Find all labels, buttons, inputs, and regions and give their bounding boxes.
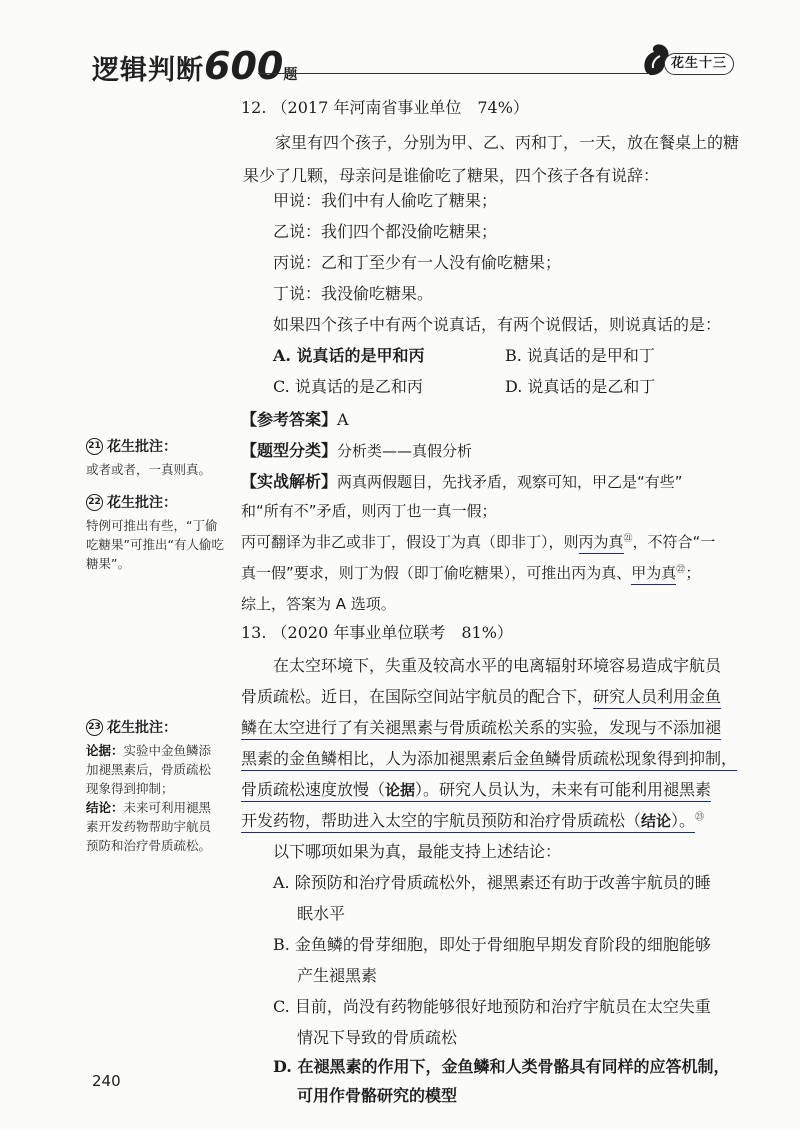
side-note-21-title [86,436,236,456]
side-note-22-title-text: 花生批注： [107,495,177,511]
question-12-stem: 家里有四个孩子，分别为甲、乙、丙和丁，一天，放在餐桌上的糖果少了几颗，母亲问是谁偷吃了糖果，四个孩子各有说辞： [243,133,740,185]
option-12-c: C. 说真话的是乙和丙 [273,377,423,396]
page-header [0,0,800,95]
answer-label: 【参考答案】 [241,410,338,429]
book-title-suffix: 题 [283,67,299,83]
circle-number-22: 22 [86,494,103,511]
side-note-22-body: 特例可推出有些，“丁偷吃糖果”可推出“有人偷吃糖果”。 [86,518,224,571]
option-13-d-line-2: 可用作骨骼研究的模型 [297,1086,458,1105]
q13-line-3 [241,715,721,738]
analysis-row-1 [241,469,683,492]
option-13-b-line-2: 产生褪黑素 [297,966,378,985]
analysis-text-1: 两真两假题目，先找矛盾，观察可知，甲乙是“有些” [337,473,683,491]
q13-line-5c: ）。研究人员认为，未来有可能利用褪黑素 [415,780,711,802]
side-note-21-body: 或者或者，一真则真。 [86,462,212,477]
analysis-4c: ； [685,564,701,582]
analysis-row-5: 综上，答案为 A 选项。 [241,595,396,613]
brand-logo [640,42,748,78]
side-note-23 [86,717,221,855]
option-13-a-line-1: A. 除预防和治疗骨质疏松外，褪黑素还有助于改善宇航员的睡 [273,873,711,892]
q13-line-2b-underlined: 研究人员利用金鱼 [593,687,721,709]
q13-line-6c: ）。 [671,811,695,833]
q13-line-5a: 骨质疏松速度放慢（ [241,780,385,802]
statement-bing: 丙说：乙和丁至少有一人没有偷吃糖果； [273,253,562,272]
side-note-23-evidence-label: 论据： [86,743,124,758]
q13-line-4 [241,746,737,769]
statement-ding: 丁说：我没偷吃糖果。 [273,284,434,303]
analysis-4a: 真一假”要求，则丁为假（即丁偷吃糖果），可推出丙为真、 [241,564,632,582]
q13-line-3-underlined: 鳞在太空进行了有关褪黑素与骨质疏松关系的实验，发现与不添加褪 [241,718,721,740]
analysis-row-2: 和“所有不”矛盾，则丙丁也一真一假； [241,502,497,520]
option-12-d: D. 说真话的是乙和丁 [505,377,656,396]
book-title-number: 600 [204,44,284,88]
note-mark-21: ㉑ [623,534,633,544]
analysis-3a: 丙可翻译为非乙或非丁，假设丁为真（即非丁），则 [241,533,579,551]
option-13-c-line-2: 情况下导致的骨质疏松 [297,1028,458,1047]
circle-number-23: 23 [86,719,103,736]
analysis-3b-underlined: 丙为真 [579,533,624,554]
side-note-23-conclusion-label: 结论： [86,800,124,815]
question-12-prompt: 如果四个孩子中有两个说真话，有两个说假话，则说真话的是： [273,315,722,334]
side-note-22 [86,492,226,573]
statement-jia: 甲说：我们中有人偷吃了糖果； [273,191,498,210]
option-13-a-line-2: 眠水平 [297,904,346,923]
question-13-heading: 13. （2020 年事业单位联考 81%） [241,623,513,642]
q13-line-4-underlined: 黑素的金鱼鳞相比，人为添加褪黑素后金鱼鳞骨质疏松现象得到抑制， [241,749,737,771]
statement-yi: 乙说：我们四个都没偷吃糖果； [273,222,498,241]
note-mark-22: ㉒ [676,565,686,575]
side-note-23-title-text: 花生批注： [107,720,177,736]
question-13-prompt: 以下哪项如果为真，最能支持上述结论： [273,842,562,861]
option-13-b-line-1: B. 金鱼鳞的骨芽细胞，即处于骨细胞早期发育阶段的细胞能够 [273,935,711,954]
evidence-tag: 论据 [385,781,415,802]
q13-line-2 [241,684,721,707]
q13-line-6 [241,808,704,831]
q13-line-1: 在太空环境下，失重及较高水平的电离辐射环境容易造成宇航员 [273,656,722,675]
conclusion-tag: 结论 [641,812,671,833]
type-value: 分析类——真假分析 [337,442,473,460]
answer-value: A [337,410,349,429]
q13-line-6a: 开发药物，帮助进入太空的宇航员预防和治疗骨质疏松（ [241,811,641,833]
note-mark-23: ㉓ [695,812,705,823]
header-rule [258,73,648,74]
side-note-23-conclusion [86,798,221,855]
answer-row [241,407,349,430]
q13-line-2a: 骨质疏松。近日，在国际空间站宇航员的配合下， [241,687,594,706]
option-12-a: A. 说真话的是甲和丙 [273,346,425,365]
page-number: 240 [92,1072,121,1090]
side-note-22-title [86,492,226,512]
side-note-21 [86,436,236,479]
option-13-d-line-1: D. 在褪黑素的作用下，金鱼鳞和人类骨骼具有同样的应答机制， [273,1057,730,1076]
book-title-text: 逻辑判断 [92,55,204,86]
book-title [92,44,298,88]
analysis-label: 【实战解析】 [241,472,338,491]
option-13-c-line-1: C. 目前，尚没有药物能够很好地预防和治疗宇航员在太空失重 [273,997,711,1016]
analysis-4b-underlined: 甲为真 [631,564,676,585]
side-note-23-conclusion-text: 未来可利用褪黑素开发药物帮助宇航员预防和治疗骨质疏松。 [86,800,212,853]
side-note-23-evidence-text: 实验中金鱼鳞添加褪黑素后，骨质疏松现象得到抑制； [86,743,212,796]
circle-number-21: 21 [86,438,103,455]
side-note-21-title-text: 花生批注： [107,439,177,455]
type-label: 【题型分类】 [241,441,338,460]
analysis-row-4 [241,562,700,583]
analysis-row-3 [241,531,715,552]
side-note-23-title [86,717,221,737]
q13-line-5 [241,777,711,800]
brand-name: 花生十三 [664,53,734,75]
option-12-b: B. 说真话的是甲和丁 [505,346,655,365]
side-note-23-evidence [86,741,221,798]
type-row [241,438,472,461]
analysis-3c: ，不符合“一 [632,533,716,551]
question-12-heading: 12. （2017 年河南省事业单位 74%） [241,98,529,117]
